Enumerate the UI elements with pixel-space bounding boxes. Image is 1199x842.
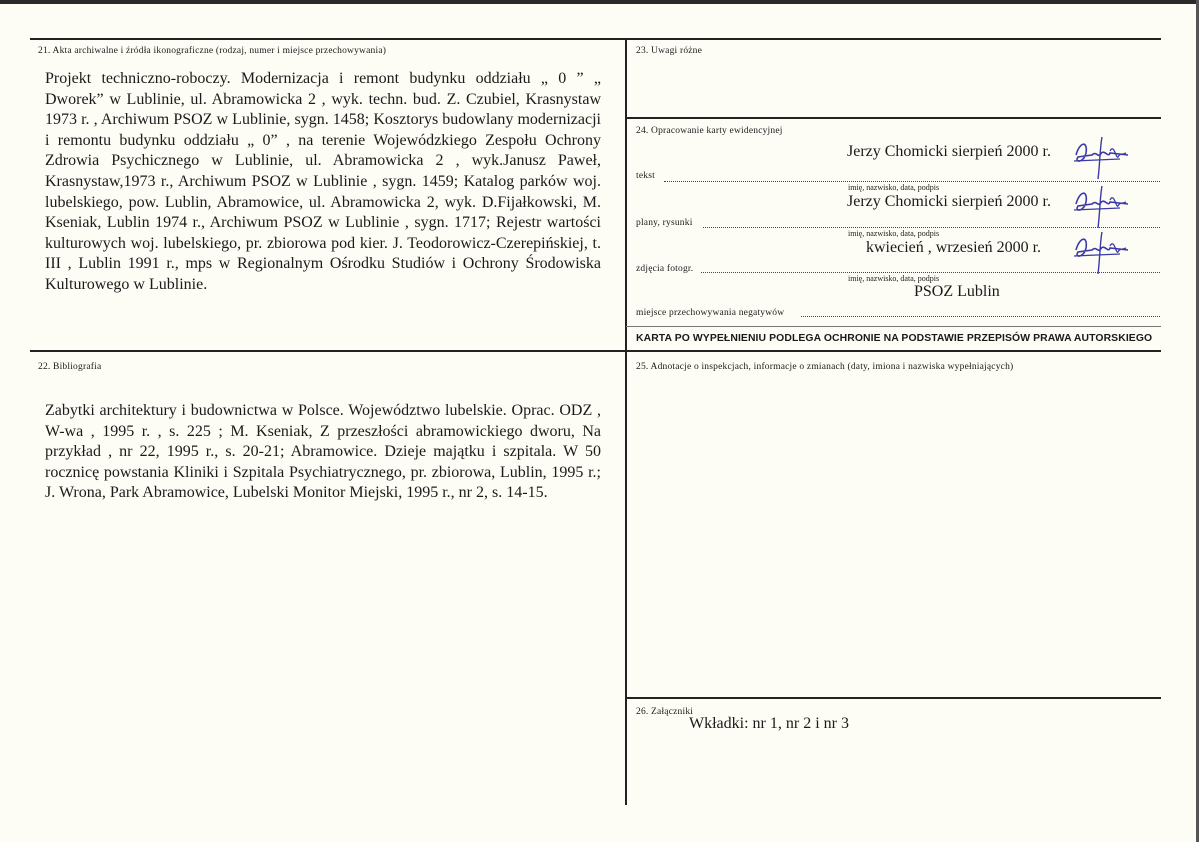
text-caption: imię, nazwisko, data, podpis xyxy=(848,183,940,192)
section-23-label: 23. Uwagi różne xyxy=(636,46,703,56)
section-22-text: Zabytki architektury i budownictwa w Polsce. Województwo lubelskie. Oprac. ODZ , W-wa , 1995 r. , s. 225 ; M. Kseniak, Z przeszłości abramowickiego dworu, Na przykład , nr 22, 1995 r., s. 20-21; Abramowice. Dzieje majątku i szpitala. W 50 rocznicę powstania Kliniki i Szpitala Psychiatrycznego, pr. zbiorowa, Lublin, 1995 r.; J. Wrona, Park Abramowice, Lubelski Monitor Miejski, 1995 r., nr 2, s. 14-15. xyxy=(45,402,601,502)
section-22-label: 22. Bibliografia xyxy=(38,362,102,372)
storage-line-label: miejsce przechowywania negatywów xyxy=(636,308,785,318)
plans-line-label: plany, rysunki xyxy=(636,218,693,228)
s25-s26-divider xyxy=(626,697,1161,699)
signature-1-icon xyxy=(1070,133,1132,181)
text-author-entry: Jerzy Chomicki sierpień 2000 r. xyxy=(847,143,1051,160)
middle-border xyxy=(30,350,1161,352)
attachments-value: Wkładki: nr 1, nr 2 i nr 3 xyxy=(689,715,849,732)
section-26-label: 26. Załączniki xyxy=(636,707,694,717)
center-divider xyxy=(625,38,627,805)
photos-line-label: zdjęcia fotogr. xyxy=(636,264,694,274)
plans-author-entry: Jerzy Chomicki sierpień 2000 r. xyxy=(847,193,1051,210)
page-top-edge xyxy=(0,0,1199,4)
storage-value: PSOZ Lublin xyxy=(914,283,1000,300)
section-25-label: 25. Adnotacje o inspekcjach, informacje o zmianach (daty, imiona i nazwiska wypełniających) xyxy=(636,362,1014,372)
s23-s24-divider xyxy=(626,117,1161,119)
signature-3-icon xyxy=(1070,228,1132,276)
section-21-text: Projekt techniczno-roboczy. Modernizacja i remont budynku oddziału „ 0 ” „ Dworek” w Lublinie, ul. Abramowicka 2 , wyk. techn. bud. Z. Czubiel, Krasnystaw 1973 r. , Archiwum PSOZ w Lublinie, sygn. 1458; Kosztorys budowlany modernizacji i remontu budynku oddziału „ 0” , na terenie Wojewódzkiego Zespołu Ochrony Zdrowia Psychicznego w Lublinie, ul. Abramowicka 2 , wyk.Janusz Paweł, Krasnystaw,1973 r., Archiwum PSOZ w Lublinie , sygn. 1459; Katalog parków woj. lubelskiego, pow. Lublin, Abramowice, ul. Abramowicka 2, wyk. D.Fijałkowski, M. Kseniak, Lublin 1974 r., Archiwum PSOZ w Lublinie , sygn. 1717; Rejestr wartości kulturowych woj. lubelskiego, pr. zbiorowa pod kier. J. Teodorowicz-Czerepińskiej, t. III , Lublin 1991 r., mps w Regionalnym Ośrodku Studiów i Ochrony Środowiska Kulturowego w Lublinie. xyxy=(45,70,601,293)
storage-dotted-line xyxy=(801,316,1160,318)
photos-caption: imię, nazwisko, data, podpis xyxy=(848,274,940,283)
signature-2-icon xyxy=(1070,182,1132,230)
top-border xyxy=(30,38,1161,40)
copyright-notice: KARTA PO WYPEŁNIENIU PODLEGA OCHRONIE NA PODSTAWIE PRZEPISÓW PRAWA AUTORSKIEGO xyxy=(636,333,1153,344)
notice-top-line xyxy=(626,326,1161,327)
photos-date-entry: kwiecień , wrzesień 2000 r. xyxy=(866,239,1042,256)
section-24-label: 24. Opracowanie karty ewidencyjnej xyxy=(636,126,783,136)
text-line-label: tekst xyxy=(636,171,655,181)
plans-caption: imię, nazwisko, data, podpis xyxy=(848,229,940,238)
section-21-label: 21. Akta archiwalne i źródła ikonograficzne (rodzaj, numer i miejsce przechowywania) xyxy=(38,46,387,56)
